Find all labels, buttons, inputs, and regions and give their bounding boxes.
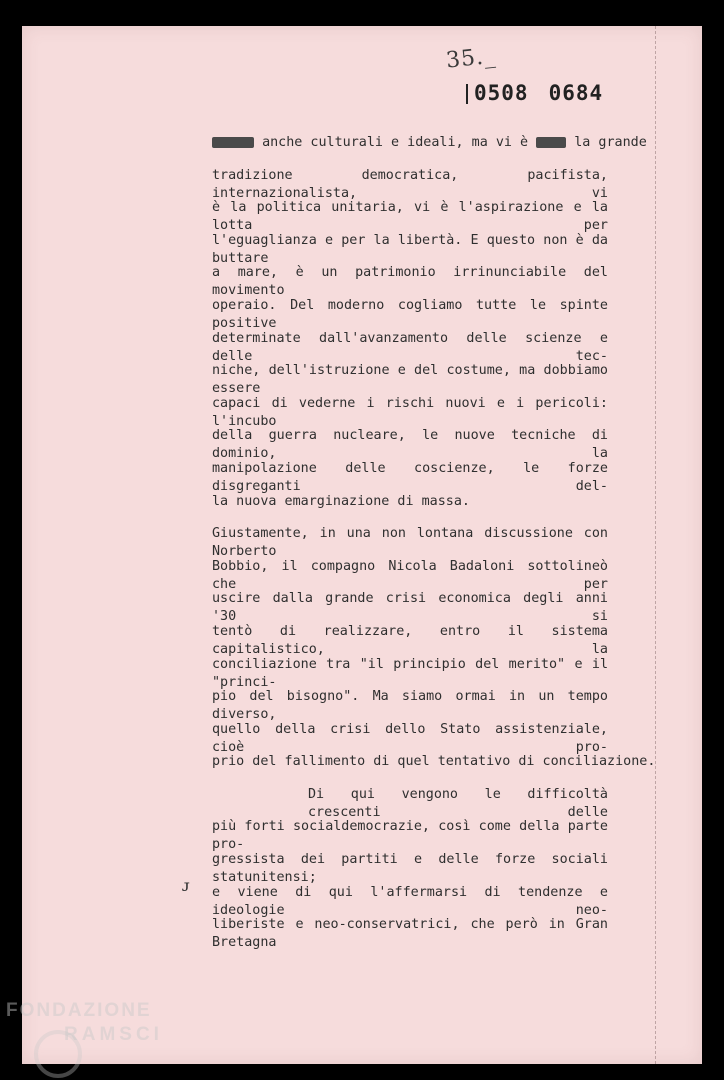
watermark-ring-icon [34, 1030, 82, 1078]
text-line-5: a mare, è un patrimonio irrinunciabile del movimento [212, 265, 608, 299]
text-line-15: uscire dalla grande crisi economica degli anni '30 si [212, 591, 608, 625]
text-line-11: manipolazione delle coscienze, le forze disgreganti del- [212, 460, 608, 494]
margin-pen-mark: ᴊ [182, 876, 190, 895]
stamp-number-a: 0508 [474, 81, 529, 105]
text-line-4: l'eguaglianza e per la libertà. E questo non è da buttare [212, 232, 608, 266]
text-line-2: tradizione democratica, pacifista, internazionalista, vi [212, 167, 608, 201]
handwritten-page-number: 35._ [444, 43, 498, 74]
typed-body-text [212, 134, 656, 951]
struck-word [536, 137, 566, 148]
text-line-21: Di qui vengono le difficoltà crescenti delle [308, 786, 608, 820]
archive-stamp [466, 81, 603, 105]
text-line-18: pio del bisogno". Ma siamo ormai in un tempo diverso, [212, 689, 608, 723]
text-line-9: capaci di vederne i rischi nuovi e i pericoli: l'incubo [212, 395, 608, 429]
text-line-22: più forti socialdemocrazie, così come della parte pro- [212, 819, 608, 853]
text-line-3: è la politica unitaria, vi è l'aspirazione e la lotta per [212, 200, 608, 234]
text-line-1: anche culturali e ideali, ma vi è la grande [212, 134, 608, 167]
text-line-14: Bobbio, il compagno Nicola Badaloni sottolineò che per [212, 558, 608, 592]
stamp-bar [466, 84, 468, 104]
text-line-24: e viene di qui l'affermarsi di tendenze e ideologie neo- [212, 884, 608, 918]
text-line-10: della guerra nucleare, le nuove tecniche di dominio, la [212, 428, 608, 462]
watermark-line-1: FONDAZIONE [6, 1000, 152, 1021]
archive-watermark-logo [6, 1000, 163, 1046]
text-line-8: niche, dell'istruzione e del costume, ma dobbiamo essere [212, 363, 608, 397]
text-line-12: la nuova emarginazione di massa. [212, 493, 470, 509]
text-line-6: operaio. Del moderno cogliamo tutte le spinte positive [212, 297, 608, 331]
text-line-17: conciliazione tra "il principio del merito" e il "princi- [212, 656, 608, 690]
text-line-23: gressista dei partiti e delle forze sociali statunitensi; [212, 852, 608, 886]
text-line-7: determinate dall'avanzamento delle scienze e delle tec- [212, 330, 608, 364]
page-fold-line [655, 26, 656, 1064]
text-line-25: liberiste e neo-conservatrici, che però in Gran Bretagna [212, 917, 608, 951]
stamp-number-b: 0684 [548, 81, 604, 105]
text-line-16: tentò di realizzare, entro il sistema capitalistico, la [212, 623, 608, 657]
watermark-line-2: RAMSCI [64, 1024, 163, 1045]
text-line-13: Giustamente, in una non lontana discussione con Norberto [212, 526, 608, 560]
struck-word [212, 137, 254, 148]
text-line-20: prio del fallimento di quel tentativo di conciliazione. [212, 754, 656, 770]
text-line-19: quello della crisi dello Stato assistenziale, cioè pro- [212, 721, 608, 755]
document-page [22, 26, 702, 1064]
